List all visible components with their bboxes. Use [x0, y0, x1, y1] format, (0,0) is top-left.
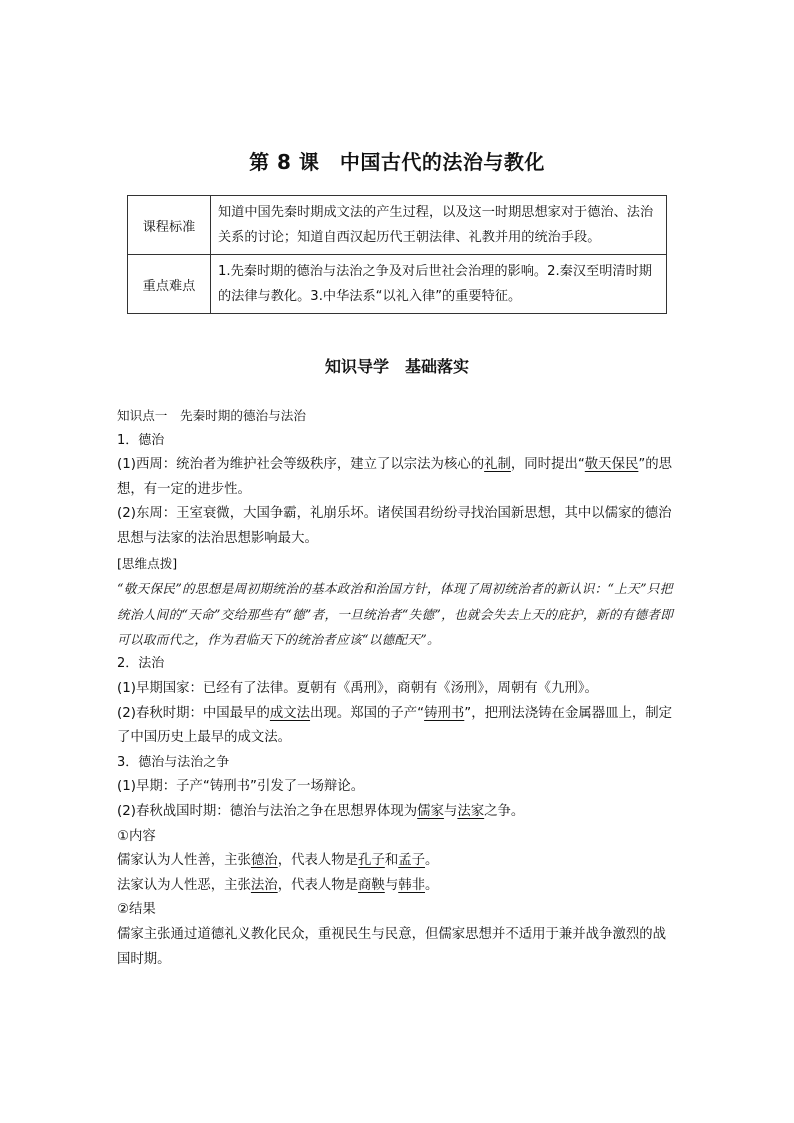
content-body [117, 404, 679, 972]
paragraph-legalist: 法家认为人性恶，主张法治，代表人物是商鞅与韩非。 [117, 877, 439, 893]
heading-debate: 3．德治与法治之争 [117, 754, 230, 770]
paragraph-confucian: 儒家认为人性善，主张德治，代表人物是孔子和孟子。 [117, 853, 439, 869]
paragraph-eastern-zhou: (2)东周：王室衰微，大国争霸，礼崩乐坏。诸侯国君纷纷寻找治国新思想，其中以儒家的德治思想与法家的法治思想影响最大。 [117, 506, 672, 546]
subheading-content: ①内容 [117, 828, 156, 844]
heading-rule-by-law: 2．法治 [117, 656, 165, 672]
paragraph-result: 儒家主张通过道德礼义教化民众，重视民生与民意，但儒家思想并不适用于兼并战争激烈的战国时期。 [117, 926, 667, 967]
paragraph-warring-states: (2)春秋战国时期：德治与法治之争在思想界体现为儒家与法家之争。 [117, 803, 525, 819]
table-label-key-points: 重点难点 [128, 255, 211, 314]
table-row [128, 255, 667, 314]
knowledge-point-heading: 知识点一 先秦时期的德治与法治 [117, 408, 306, 423]
table-value-standard: 知道中国先秦时期成文法的产生过程，以及这一时期思想家对于德治、法治关系的讨论；知道自西汉起历代王朝法律、礼教并用的统治手段。 [211, 196, 667, 255]
section-title: 知识导学 基础落实 [324, 357, 469, 376]
paragraph-western-zhou: (1)西周：统治者为维护社会等级秩序，建立了以宗法为核心的礼制，同时提出“敬天保民”的思想，有一定的进步性。 [117, 457, 673, 497]
table-value-key-points: 1.先秦时期的德治与法治之争及对后世社会治理的影响。2.秦汉至明清时期的法律与教化。3.中华法系“以礼入律”的重要特征。 [211, 255, 667, 314]
tip-label: [思维点拨] [117, 555, 178, 571]
table-label-standard: 课程标准 [128, 196, 211, 255]
paragraph-early-debate: (1)早期：子产“铸刑书”引发了一场辩论。 [117, 779, 365, 795]
subheading-result: ②结果 [117, 902, 156, 918]
heading-rule-by-virtue: 1．德治 [117, 432, 165, 448]
paragraph-early-states: (1)早期国家：已经有了法律。夏朝有《禹刑》，商朝有《汤刑》，周朝有《九刑》。 [117, 680, 598, 696]
table-row [128, 196, 667, 255]
standards-table [127, 195, 667, 314]
lesson-title: 第 8 课 中国古代的法治与教化 [249, 150, 545, 174]
tip-text: “敬天保民”的思想是周初期统治的基本政治和治国方针，体现了周初统治者的新认识：“上天”只把统治人间的“天命”交给那些有“德”者，一旦统治者“失德”，也就会失去上天的庇护，新的有德者即可以取而代之，作为君临天下的统治者应该“以德配天”。 [117, 581, 674, 647]
paragraph-spring-autumn: (2)春秋时期：中国最早的成文法出现。郑国的子产“铸刑书”，把刑法浇铸在金属器皿上，制定了中国历史上最早的成文法。 [117, 705, 673, 746]
